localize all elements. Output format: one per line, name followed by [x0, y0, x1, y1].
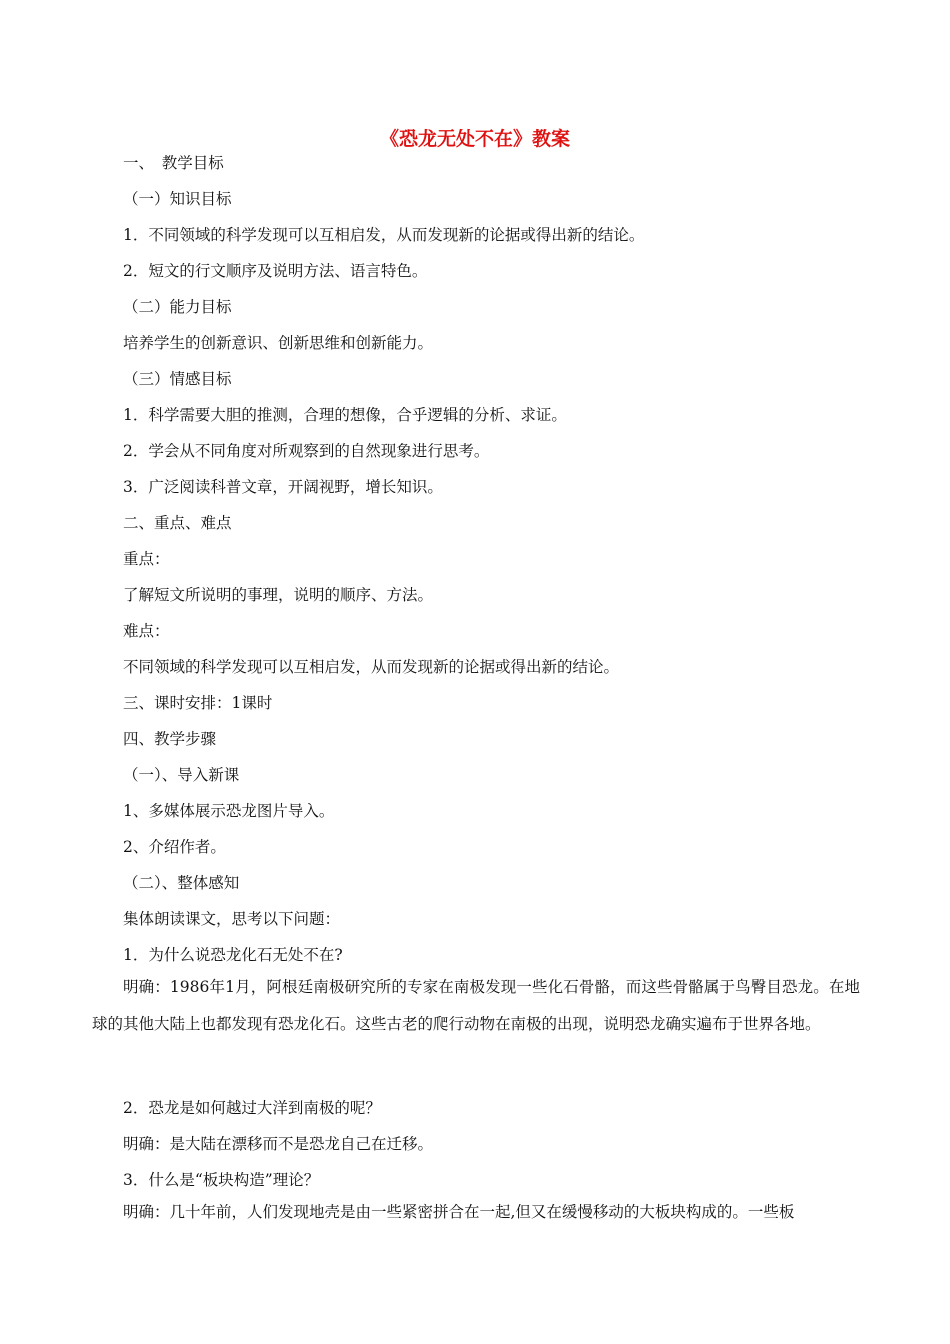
knowledge-goal-2: 2．短文的行文顺序及说明方法、语言特色。	[123, 262, 428, 280]
heading-key-points: 二、重点、难点	[123, 514, 232, 532]
answer-3-paragraph: 明确：几十年前，人们发现地壳是由一些紧密拼合在一起,但又在缓慢移动的大板块构成的。一些板	[123, 1203, 795, 1221]
answer-1-paragraph: 明确：1986年1月，阿根廷南极研究所的专家在南极发现一些化石骨骼，而这些骨骼属于鸟臀目恐龙。在地球的其他大陆上也都发现有恐龙化石。这些古老的爬行动物在南极的出现，说明恐龙确实遍布于世界各地。	[92, 978, 860, 1033]
heading-teaching-goals: 一、 教学目标	[123, 154, 224, 172]
subheading-knowledge-goals: （一）知识目标	[123, 190, 232, 208]
step-intro-item-1: 1、多媒体展示恐龙图片导入。	[123, 802, 335, 820]
heading-steps: 四、教学步骤	[123, 730, 217, 748]
subheading-ability-goals: （二）能力目标	[123, 298, 232, 316]
difficulty-text: 不同领域的科学发现可以互相启发，从而发现新的论据或得出新的结论。	[123, 658, 620, 676]
step-overall-heading: （二）、整体感知	[123, 874, 240, 892]
emotion-goal-3: 3．广泛阅读科普文章，开阔视野，增长知识。	[123, 478, 443, 496]
emotion-goal-1: 1．科学需要大胆的推测，合理的想像，合乎逻辑的分析、求证。	[123, 406, 567, 424]
ability-goal: 培养学生的创新意识、创新思维和创新能力。	[123, 334, 434, 352]
document-title: 《恐龙无处不在》教案	[379, 128, 570, 150]
answer-2: 明确：是大陆在漂移而不是恐龙自己在迁移。	[123, 1135, 434, 1153]
emotion-goal-2: 2．学会从不同角度对所观察到的自然现象进行思考。	[123, 442, 490, 460]
step-intro-item-2: 2、介绍作者。	[123, 838, 226, 856]
step-intro-heading: （一）、导入新课	[123, 766, 240, 784]
key-point-label: 重点：	[123, 550, 170, 568]
key-point-text: 了解短文所说明的事理，说明的顺序、方法。	[123, 586, 434, 604]
knowledge-goal-1: 1．不同领域的科学发现可以互相启发，从而发现新的论据或得出新的结论。	[123, 226, 645, 244]
subheading-emotion-goals: （三）情感目标	[123, 370, 232, 388]
question-1: 1．为什么说恐龙化石无处不在?	[123, 946, 343, 964]
heading-schedule: 三、课时安排：1课时	[123, 694, 273, 712]
step-overall-instruction: 集体朗读课文，思考以下问题：	[123, 910, 341, 928]
difficulty-label: 难点：	[123, 622, 170, 640]
question-2: 2．恐龙是如何越过大洋到南极的呢？	[123, 1099, 381, 1117]
question-3: 3．什么是“板块构造”理论？	[123, 1171, 320, 1189]
